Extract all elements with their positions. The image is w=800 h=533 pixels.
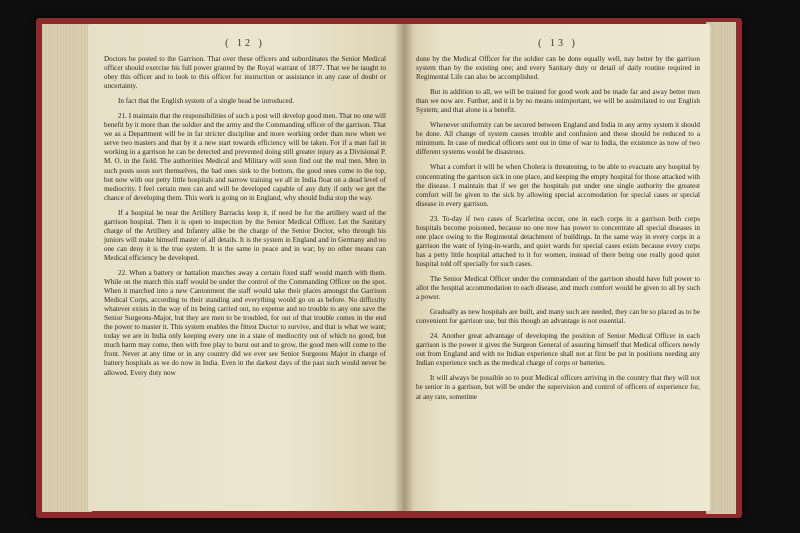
right-page-number: ( 13 ) [538, 38, 578, 49]
left-page [88, 24, 404, 511]
right-paragraph-7: Gradually as new hospitals are built, and many such are needed, they can be so placed as to be convenient for garrison use, but this though an advantage is not essential. [416, 308, 700, 326]
left-page-number: ( 12 ) [225, 38, 265, 49]
page-edges-right [706, 22, 736, 514]
right-paragraph-8: 24. Another great advantage of developing the position of Senior Medical Officer in each garrison is the power it gives the Surgeon General of assuring himself that Medical officers newly out from England and with no Indian experience shall not at first be put in positions needing any Indian experience such as the medical charge of corps or batteries. [416, 332, 700, 368]
left-paragraph-5: 22. When a battery or battalion marches away a certain fixed staff would march with them. While on the march this staff would be under the control of the Commanding Officer on the spot. When it marched into a new Cantonment the staff would take their places amongst the Garrison Medical Corps, according to their standing and everything would go on as before. No difficulty whatever exists in the way of its being carried out, no expense and no trouble to any one save the Senior Surgeons-Major, but they are men to be troubled, for out of that trouble comes in the end the power to master it. This system enables the fittest Doctor to survive, and that is what we want; today we are in India only keeping every one in a state of mediocrity out of which no good, but much harm may come, then with free play to burst out and to grow, the good men will come to the front. Never at any time or in any country did we ever see Senior Surgeons Major in charge of battery hospitals as we do now in India. Even in the darkest days of the past such would never be allowed. Every duty now [104, 268, 386, 377]
right-paragraph-5: 23. To-day if two cases of Scarletina occur, one in each corps in a garrison both corps hospitals become poisoned, because no one now has power to concentrate all special diseases in one place owing to the Regimental detachment of buildings. In the same way in every corps in a garrison the want of lying-in-wards, and quiet wards for special cases exists because every corps has a petty little hospital attached to it for women, instead of there being one really good quiet hospital told off specially for such cases. [416, 214, 700, 268]
right-paragraph-9: It will always be possible so to post Medical officers arriving in the country that they will not be senior in a garrison, but will be under the supervision and control of officers of experience for, at any rate, sometime [416, 374, 700, 401]
left-paragraph-1: Doctors be posted to the Garrison. That over these officers and subordinates the Senior Medical officer should exercise his full power granted by the Royal warrant of 1877. That we be taught to obey this officer and to look to this officer for instruction or assistance in any case of doubt or uncertainty. [104, 55, 386, 91]
left-paragraph-4: If a hospital be near the Artillery Barracks keep it, if need be for the artillery ward of the garrison hospital. Then it is open to inspection by the Senior Medical Officer. Let the Sanitary charge of the Artillery and Infantry alike be the charge of the Senior Doctor, who through his juniors will make himself master of all details. It is the system in England and in Germany and no one can deny it is the true system. It is the same in peace and in war; by no other means can Medical efficiency be developed. [104, 208, 386, 262]
right-paragraph-6: The Senior Medical Officer under the commandant of the garrison should have full power to allot the hospital accommodation to each disease, and much comfort would be given to all by such a power. [416, 274, 700, 302]
page-edges-left [42, 24, 92, 512]
right-paragraph-3: Whenever uniformity can be secured between England and India in any army system it should be done. All change of system causes trouble and confusion and these should be reduced to a minimum. In case of medical officers sent out in time of war to India, the existence as now of two different systems would be disastrous. [416, 121, 700, 157]
right-paragraph-2: But in addition to all, we will be trained for good work and be made far and away better men than we now are. Further, and it is by no means unimportant, we will be assimilated to our English System; and that alone is a benefit. [416, 88, 700, 115]
right-paragraph-4: What a comfort it will be when Cholera is threatening, to be able to evacuate any hospital by concentrating the garrison sick in one place, and keeping the empty hospital for those attacked with the disease. I maintain that if we get the hospitals put under one single authority the greatest comfort will be given to the sick by allowing special accomodation for special cases or special disease in every garrison. [416, 163, 700, 208]
left-paragraph-2: In fact that the English system of a single head be introduced. [118, 97, 295, 106]
right-page [404, 24, 710, 511]
right-paragraph-1: done by the Medical Officer for the soldier can be done equally well, nay better by the garrison system than by the existing one; and every Sanitary duty or detail of daily routine required in Regimental Life can also be accomplished. [416, 55, 700, 82]
left-paragraph-3: 21. I maintain that the responsibilities of such a post will develop good men. That no one will benefit by it more than the soldier and the army and the Commanding officer of the garrison. That we as a Department will be in far stricter discipline and more working order than now when we serve two masters and that by it a new start towards efficiency will be taken. For if a man fail in working in a garrison he can be detected and prevented doing still greater injury as a Divisional P. M. O. in the field. The authorities Medical and Military will soon find out the real men. Men in such posts soon sort themselves, the bad ones sink to the bottom, the good ones come to the top, but now with our petty little hospitals and narrow training we all in India float on a dead level of mediocrity. I feel certain men can and will be developed capable of any duty if only we get the chance of developing them. This work is going on in England, why should India stop the way. [104, 112, 386, 202]
